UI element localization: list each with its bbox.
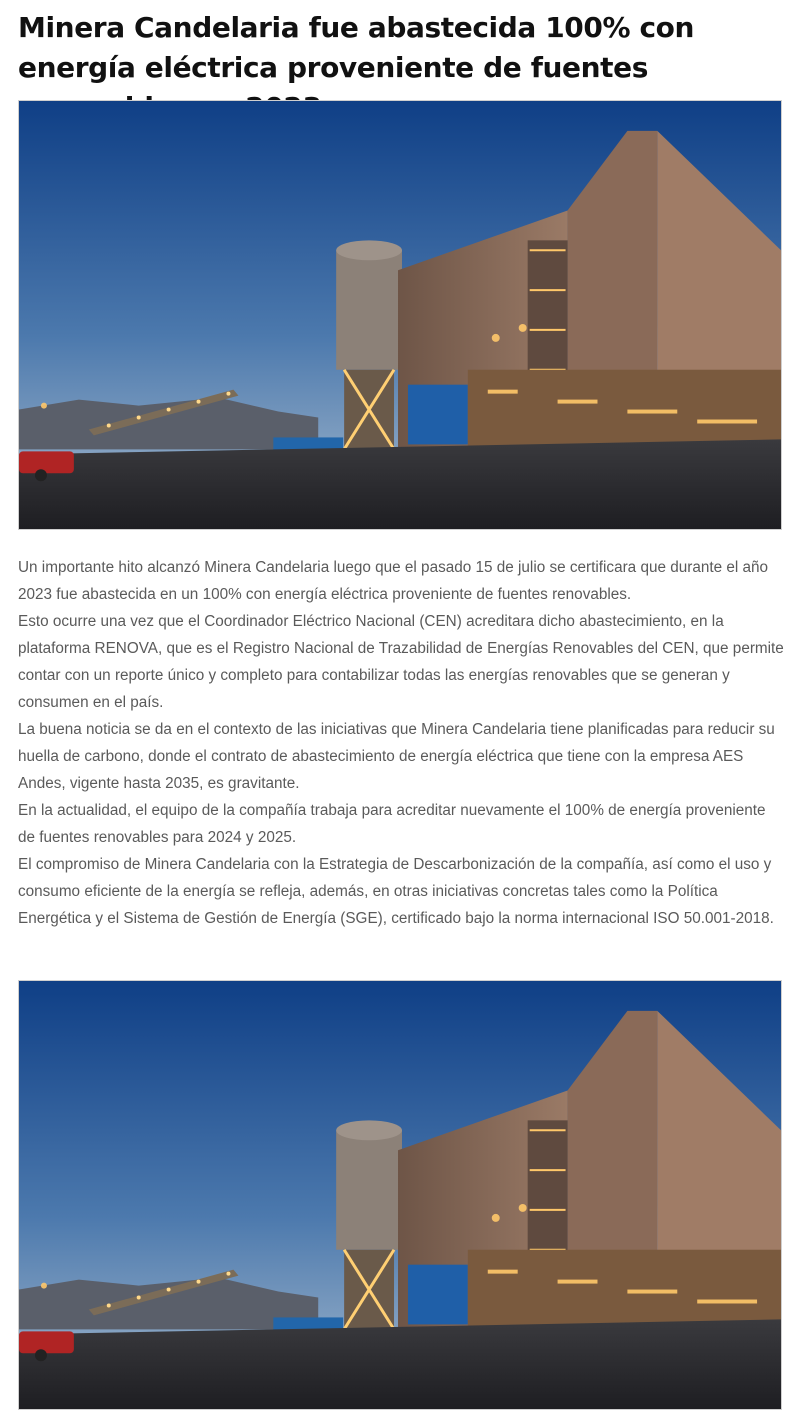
article-paragraph: En la actualidad, el equipo de la compañía trabaja para acreditar nuevamente el 100% de energía proveniente de fuentes renovables para 2024 y 2025. <box>18 802 766 846</box>
article-paragraph: La buena noticia se da en el contexto de las iniciativas que Minera Candelaria tiene planificadas para reducir su huella de carbono, donde el contrato de abastecimiento de energía eléctrica que tiene con la empresa AES Andes, vigente hasta 2035, es gravitante. <box>18 721 775 792</box>
article-paragraph: El compromiso de Minera Candelaria con la Estrategia de Descarbonización de la compañía, así como el uso y consumo eficiente de la energía se refleja, además, en otras iniciativas concretas tales como la Política Energética y el Sistema de Gestión de Energía (SGE), certificado bajo la norma internacional ISO 50.001-2018. <box>18 856 774 927</box>
article-paragraph: Un importante hito alcanzó Minera Candelaria luego que el pasado 15 de julio se certificara que durante el año 2023 fue abastecida en un 100% con energía eléctrica proveniente de fuentes renovables. <box>18 559 769 603</box>
hero-image <box>18 100 782 530</box>
article-body <box>18 554 786 932</box>
article-paragraph: Esto ocurre una vez que el Coordinador Eléctrico Nacional (CEN) acreditara dicho abastecimiento, en la plataforma RENOVA, que es el Registro Nacional de Trazabilidad de Energías Renovables del CEN, que permite contar con un reporte único y completo para contabilizar todas las energías renovables que se generan y consumen en el país. <box>18 613 784 711</box>
article-title: Minera Candelaria fue abastecida 100% con energía eléctrica proveniente de fuentes <box>18 11 695 84</box>
mining-plant-photo <box>19 101 781 529</box>
mining-plant-photo <box>19 981 781 1409</box>
secondary-image <box>18 980 782 1410</box>
